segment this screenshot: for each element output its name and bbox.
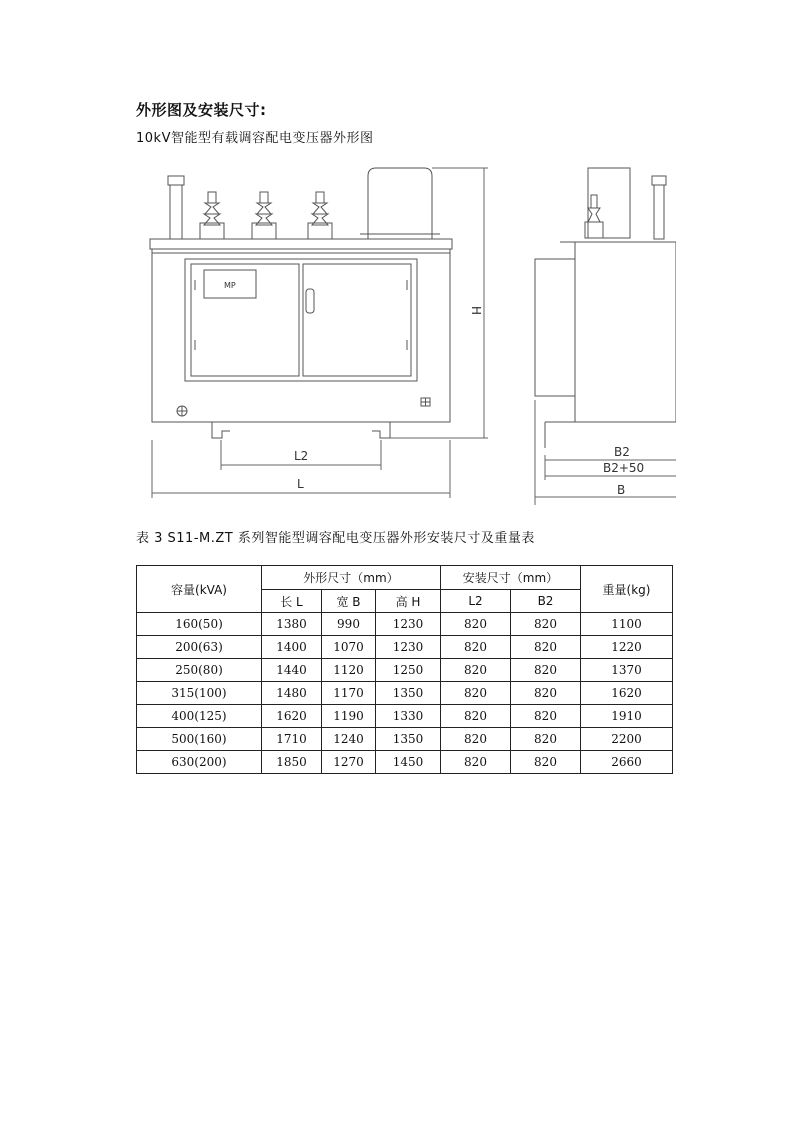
hv-bushings: [200, 192, 332, 239]
side-view-tank: [535, 168, 676, 448]
dim-label-b2: B2: [614, 445, 630, 459]
cell-length: 1620: [262, 705, 322, 728]
cell-height: 1250: [376, 659, 441, 682]
table-row: [137, 659, 673, 682]
oil-conservator-post: [168, 176, 184, 239]
dimension-weight-table: [136, 565, 673, 774]
cell-capacity: 250(80): [137, 659, 262, 682]
cell-l2: 820: [441, 659, 511, 682]
cell-weight: 2200: [581, 728, 673, 751]
side-dimension-lines: [535, 400, 676, 505]
cell-length: 1380: [262, 613, 322, 636]
cell-width: 1170: [322, 682, 376, 705]
cell-b2: 820: [511, 728, 581, 751]
dim-label-l: L: [297, 477, 304, 491]
cell-l2: 820: [441, 728, 511, 751]
cell-b2: 820: [511, 613, 581, 636]
table-row: [137, 751, 673, 774]
cell-weight: 1370: [581, 659, 673, 682]
cell-l2: 820: [441, 751, 511, 774]
section-heading: 外形图及安装尺寸:: [136, 101, 267, 119]
cell-height: 1230: [376, 636, 441, 659]
panel-label-mp: MP: [224, 281, 236, 290]
cell-length: 1400: [262, 636, 322, 659]
front-view-feet: [212, 422, 390, 438]
cell-height: 1350: [376, 682, 441, 705]
cell-l2: 820: [441, 636, 511, 659]
front-dimension-lines: [152, 168, 488, 498]
front-view-tank: [150, 239, 452, 422]
header-capacity: 容量(kVA): [137, 566, 262, 613]
cell-l2: 820: [441, 613, 511, 636]
cell-height: 1450: [376, 751, 441, 774]
header-width: 宽 B: [322, 590, 376, 613]
tap-changer-housing: [360, 168, 440, 239]
cell-width: 1070: [322, 636, 376, 659]
cell-height: 1330: [376, 705, 441, 728]
cell-capacity: 630(200): [137, 751, 262, 774]
header-l2: L2: [441, 590, 511, 613]
header-length: 长 L: [262, 590, 322, 613]
dim-label-b: B: [617, 483, 626, 497]
cell-width: 1120: [322, 659, 376, 682]
cell-b2: 820: [511, 636, 581, 659]
cell-b2: 820: [511, 705, 581, 728]
cell-width: 1240: [322, 728, 376, 751]
cell-height: 1230: [376, 613, 441, 636]
cell-capacity: 200(63): [137, 636, 262, 659]
cell-b2: 820: [511, 682, 581, 705]
header-install-dimensions: 安装尺寸（mm）: [441, 566, 581, 590]
cell-width: 1270: [322, 751, 376, 774]
dim-label-b2-plus-50: B2+50: [603, 461, 645, 475]
header-b2: B2: [511, 590, 581, 613]
cell-length: 1480: [262, 682, 322, 705]
table-row: [137, 682, 673, 705]
header-height: 高 H: [376, 590, 441, 613]
cell-l2: 820: [441, 705, 511, 728]
table-row: [137, 636, 673, 659]
table-row: [137, 728, 673, 751]
cell-length: 1710: [262, 728, 322, 751]
drawing-title: 10kV智能型有载调容配电变压器外形图: [136, 131, 374, 146]
cell-weight: 2660: [581, 751, 673, 774]
dim-label-h: H: [469, 306, 483, 316]
cell-l2: 820: [441, 682, 511, 705]
cell-capacity: 500(160): [137, 728, 262, 751]
cell-width: 990: [322, 613, 376, 636]
table-row: [137, 705, 673, 728]
header-outline-dimensions: 外形尺寸（mm）: [262, 566, 441, 590]
cell-height: 1350: [376, 728, 441, 751]
cell-b2: 820: [511, 659, 581, 682]
cell-length: 1850: [262, 751, 322, 774]
cell-width: 1190: [322, 705, 376, 728]
cell-capacity: 315(100): [137, 682, 262, 705]
header-weight: 重量(kg): [581, 566, 673, 613]
cell-weight: 1220: [581, 636, 673, 659]
cell-weight: 1910: [581, 705, 673, 728]
cell-weight: 1100: [581, 613, 673, 636]
cell-length: 1440: [262, 659, 322, 682]
cell-capacity: 400(125): [137, 705, 262, 728]
cell-capacity: 160(50): [137, 613, 262, 636]
dim-label-l2: L2: [294, 449, 309, 463]
front-control-cabinet: [185, 259, 417, 381]
transformer-outline-drawing: [140, 155, 676, 507]
cell-weight: 1620: [581, 682, 673, 705]
table-caption: 表 3 S11-M.ZT 系列智能型调容配电变压器外形安装尺寸及重量表: [136, 531, 535, 546]
cell-b2: 820: [511, 751, 581, 774]
table-row: [137, 613, 673, 636]
